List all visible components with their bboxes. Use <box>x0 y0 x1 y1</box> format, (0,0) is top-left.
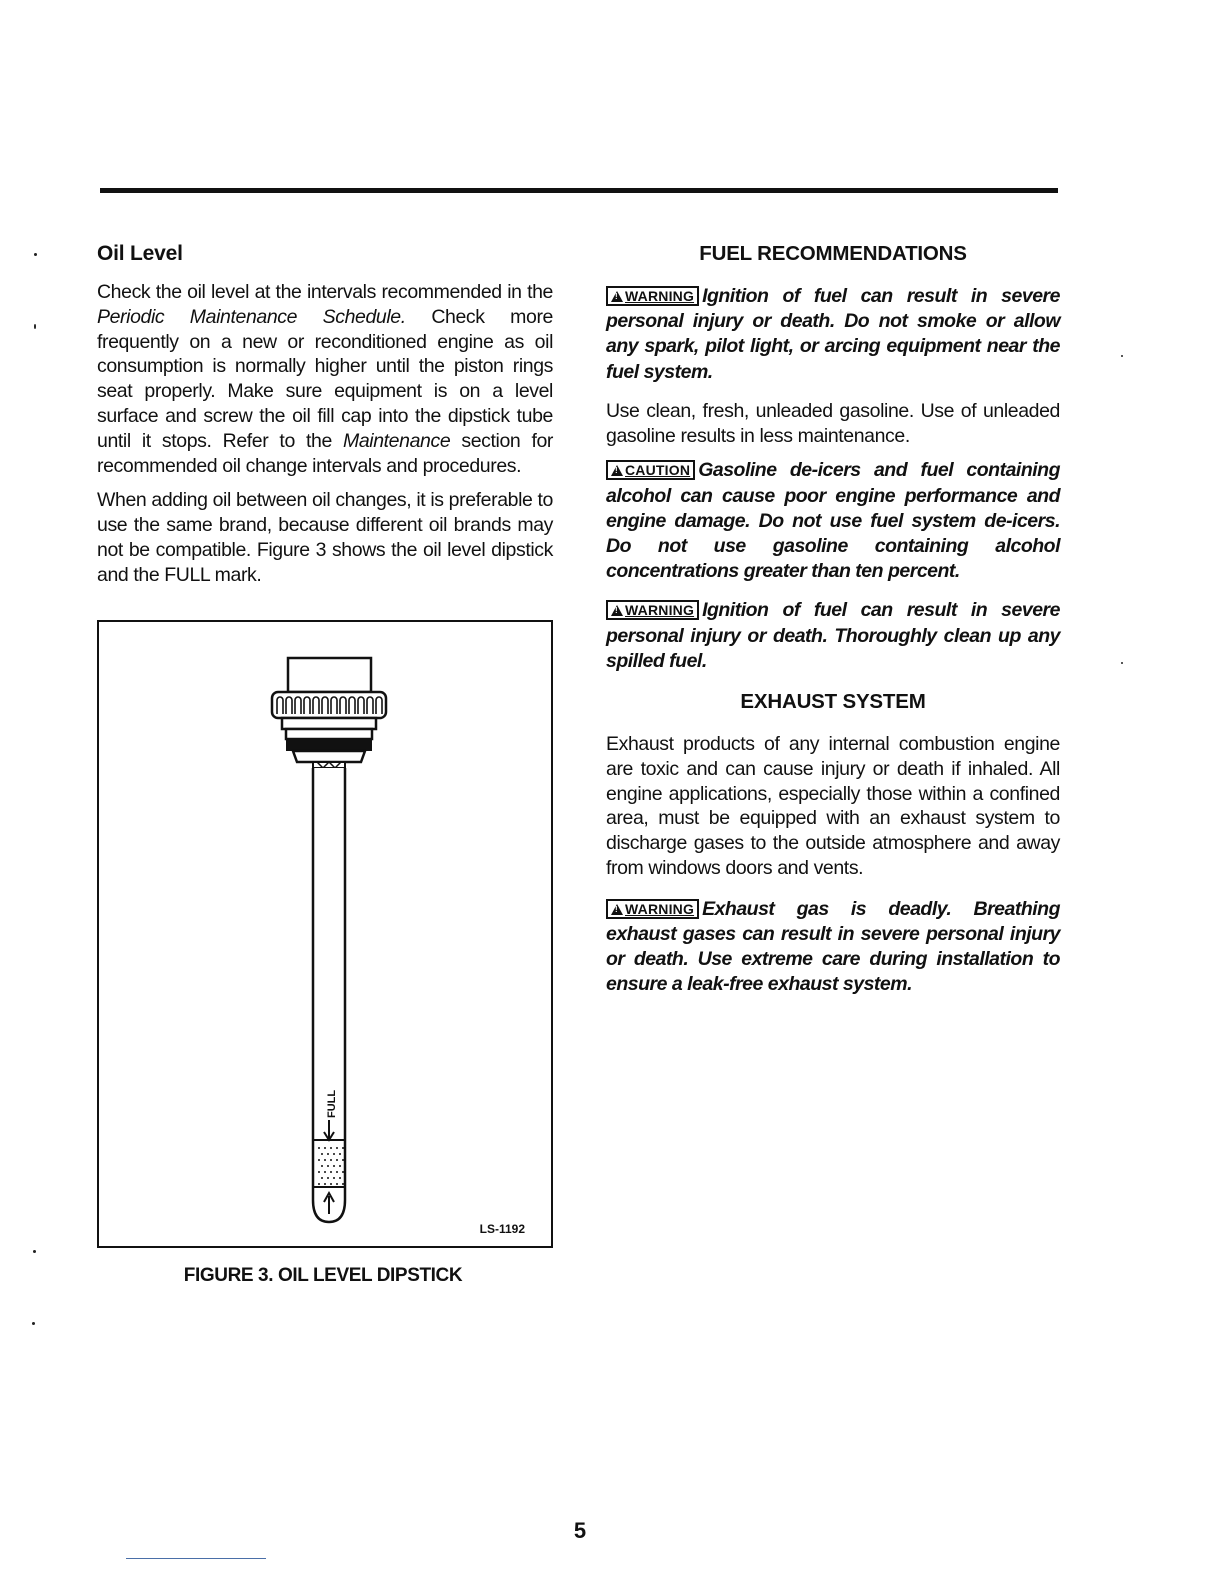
warning-badge <box>606 600 699 620</box>
exhaust-warning <box>606 897 1060 998</box>
warning-triangle-icon <box>611 291 623 302</box>
warning-1-text: Ignition of fuel can result in severe personal injury or death. Do not smoke or allow any spark, pilot light, or arcing equipment near the fuel system. <box>606 285 1060 383</box>
oil-text-1: Check the oil level at the intervals recommended in the <box>97 281 553 303</box>
scan-speck <box>1121 355 1123 357</box>
scan-speck <box>33 1250 36 1253</box>
oil-text-3: section for recommended oil change intervals and procedures. <box>97 429 554 477</box>
warning-badge-label: WARNING <box>625 900 695 917</box>
fuel-warning-1 <box>606 284 1060 385</box>
scan-speck <box>34 324 36 329</box>
dipstick-figure <box>97 620 553 1248</box>
warning-badge <box>606 286 699 306</box>
fuel-caution <box>606 458 1060 584</box>
exhaust-paragraph: Exhaust products of any internal combustion engine are toxic and can cause injury or death if inhaled. All engine applications, especially those within a confined area, must be equipped with an exhaust system to discharge gases to the outside atmosphere and away from windows doors and vents. <box>606 733 1060 880</box>
warning-triangle-icon <box>611 605 623 616</box>
scan-speck <box>34 253 37 256</box>
fuel-paragraph: Use clean, fresh, unleaded gasoline. Use of unleaded gasoline results in less maintenance. <box>606 399 1060 447</box>
scan-speck <box>1121 662 1123 664</box>
oil-level-paragraph <box>97 280 553 478</box>
figure-code: LS-1192 <box>479 1222 525 1236</box>
caution-text: Gasoline de-icers and fuel containing alcohol can cause poor engine performance and engine damage. Do not use fuel system de-icers. Do not use gasoline containing alcohol concentrations greater than ten percent. <box>606 459 1060 583</box>
figure-caption: FIGURE 3. OIL LEVEL DIPSTICK <box>183 1265 463 1286</box>
adding-oil-paragraph: When adding oil between oil changes, it is preferable to use the same brand, because different oil brands may not be compatible. Figure 3 shows the oil level dipstick and the FULL mark. <box>97 489 553 586</box>
top-rule <box>100 188 1058 193</box>
exhaust-system-heading: EXHAUST SYSTEM <box>740 690 926 714</box>
dipstick-illustration <box>99 622 551 1246</box>
warning-badge-label: WARNING <box>625 602 695 619</box>
fuel-warning-2 <box>606 598 1060 674</box>
right-column <box>606 240 1060 1012</box>
warning-triangle-icon <box>611 904 623 915</box>
caution-badge <box>606 460 695 480</box>
warning-badge-label: WARNING <box>625 288 695 304</box>
full-mark-label: FULL <box>326 1089 338 1118</box>
oil-level-heading: Oil Level <box>97 242 183 265</box>
left-column <box>97 240 553 598</box>
oil-text-em-maintenance: Maintenance <box>343 429 451 452</box>
page-number: 5 <box>573 1518 587 1543</box>
warning-2-text: Ignition of fuel can result in severe personal injury or death. Thoroughly clean up any spilled fuel. <box>606 599 1060 672</box>
oil-text-2: Check more frequently on a new or reconditioned engine as oil consumption is normally higher until the piston rings seat properly. Make sure equipment is on a level surface and screw the oil fill cap into the dipstick tube until it stops. Refer to the <box>97 305 553 452</box>
bottom-link-line <box>126 1558 266 1559</box>
fuel-recommendations-heading: FUEL RECOMMENDATIONS <box>699 242 967 265</box>
oil-text-em-schedule: Periodic Maintenance Schedule. <box>97 305 406 328</box>
scan-speck <box>32 1322 35 1325</box>
warning-badge <box>606 899 699 919</box>
caution-triangle-icon <box>611 465 623 476</box>
warning-3-text: Exhaust gas is deadly. Breathing exhaust gases can result in severe personal injury or death. Use extreme care during installation to ensure a leak-free exhaust system. <box>606 897 1060 996</box>
caution-badge-label: CAUTION <box>625 462 691 479</box>
